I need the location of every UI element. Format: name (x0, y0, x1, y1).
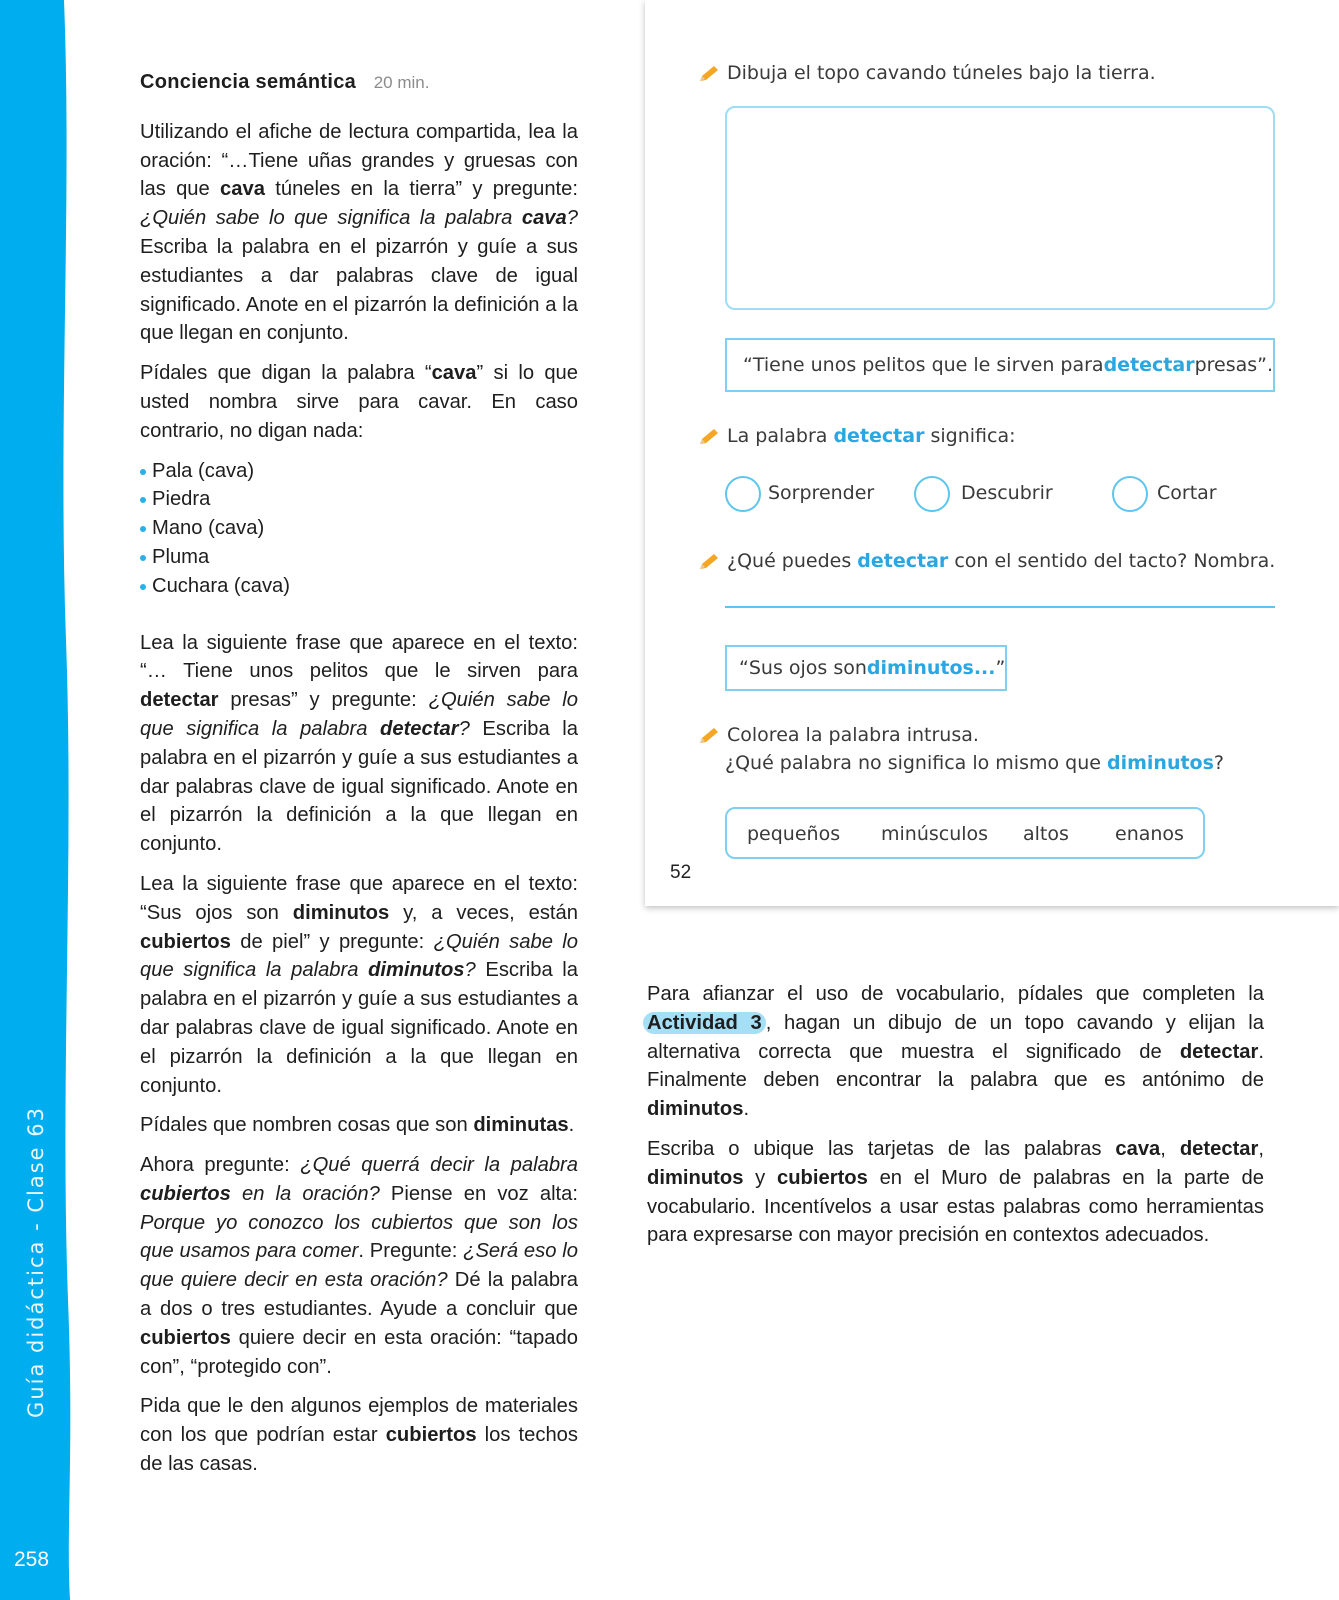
section-header (140, 68, 578, 98)
word-choice[interactable]: minúsculos (881, 823, 989, 845)
emphasis-term: diminutos (368, 959, 465, 982)
option-label: Descubrir (961, 482, 1053, 504)
paragraph-techos: Pida que le den algunos ejemplos de materiales con los que podrían estar cubiertos los techos de las casas. (140, 1395, 578, 1476)
quote-text: “Tiene unos pelitos que le sirven para (743, 354, 1104, 376)
list-item: Mano (cava) (140, 514, 578, 543)
emphasis-term: diminutos (292, 901, 390, 924)
emphasis-term: detectar (1179, 1137, 1259, 1160)
emphasis-term: cava (521, 207, 567, 230)
instruction-text: significa: (924, 425, 1016, 447)
paragraph-cava: Utilizando el afiche de lectura compartida, lea la oración: “…Tiene uñas grandes y gruesas con las que cava túneles en la tierra” y pregunte: ¿Quién sabe lo que significa la palabra cava? Escriba la palabra en el pizarrón y guíe a sus estudiantes a dar palabras clave de igual significado. Anote en el pizarrón la definición a la que llegan en conjunto. (140, 120, 578, 345)
italic-text: ¿Será eso lo que quiere decir en esta oración? (140, 1240, 579, 1292)
emphasis-term: cubiertos (385, 1424, 477, 1447)
paragraph-diminutas: Pídales que nombren cosas que son diminutas. (140, 1114, 575, 1137)
option-label: Cortar (1157, 482, 1217, 504)
list-item: Pala (cava) (140, 457, 578, 486)
section-time: 20 min. (373, 73, 430, 92)
pencil-icon (697, 427, 721, 447)
workbook-page-number: 52 (670, 862, 692, 883)
instruction-text: La palabra (727, 425, 834, 447)
page-number-left: 258 (14, 1548, 50, 1571)
option-label: Sorprender (768, 482, 875, 504)
italic-text: ¿Qué querrá decir la palabra (300, 1154, 578, 1177)
emphasis-term: detectar (380, 717, 459, 740)
italic-text: ¿Quién sabe lo que significa la palabra (140, 689, 578, 740)
quote-highlight: diminutos... (866, 657, 996, 679)
list-item: Cuchara (cava) (140, 572, 578, 601)
quote-text: presas”. (1194, 354, 1274, 376)
emphasis-term: detectar (140, 689, 219, 712)
instruction-draw (697, 62, 1156, 84)
pencil-icon (697, 552, 721, 572)
instruction-highlight: diminutos (1107, 752, 1214, 774)
list-item: Pluma (140, 543, 578, 572)
radio-cortar[interactable] (1112, 476, 1148, 512)
teacher-guide-column (140, 68, 578, 1490)
emphasis-term: cava (431, 362, 477, 385)
emphasis-term: cava (1115, 1137, 1161, 1160)
paragraph-cava-game: Pídales que digan la palabra “cava” si lo que usted nombra sirve para cavar. En caso contrario, no digan nada: (140, 362, 578, 442)
paragraph-diminutos: Lea la siguiente frase que aparece en el texto: “Sus ojos son diminutos y, a veces, están cubiertos de piel” y pregunte: ¿Quién sabe lo que significa la palabra diminutos? Escriba la palabra en el pizarrón y guíe a sus estudiantes a dar palabras clave de igual significado. Anote en el pizarrón la definición a la que llegan en conjunto. (140, 872, 578, 1097)
radio-descubrir[interactable] (914, 476, 950, 512)
pencil-icon (697, 64, 721, 84)
italic-text: en la oración? (230, 1182, 380, 1205)
emphasis-term: cubiertos (140, 930, 231, 953)
workbook-page (645, 0, 1339, 906)
radio-sorprender[interactable] (725, 476, 761, 512)
drawing-area[interactable] (725, 106, 1275, 310)
highlighted-term: Actividad 3 (643, 1012, 766, 1034)
word-choice[interactable]: altos (1023, 823, 1069, 845)
quote-box-detectar (725, 338, 1275, 392)
emphasis-term: cubiertos (140, 1182, 231, 1205)
emphasis-term: cubiertos (140, 1326, 231, 1349)
sidebar-label: Guía didáctica - Clase 63 (24, 1106, 48, 1418)
quote-text: “Sus ojos son (739, 657, 867, 679)
instruction-text: Colorea la palabra intrusa. (727, 724, 979, 746)
emphasis-term: diminutos (647, 1098, 744, 1121)
quote-box-diminutos (725, 645, 1007, 691)
instruction-highlight: detectar (833, 425, 925, 447)
italic-text: Porque yo conozco los cubiertos que son los que usamos para comer (140, 1211, 578, 1263)
instruction-intruder (725, 752, 1224, 774)
paragraph-actividad: Para afianzar el uso de vocabulario, pídales que completen la Actividad 3 , hagan un dibujo de un topo cavando y elijan la alternativa correcta que muestra el significado de detectar. Finalmente deben encontrar la palabra que es antónimo de diminutos. (647, 980, 1264, 1124)
italic-text: ? (458, 717, 470, 740)
emphasis-term: diminutos (647, 1166, 744, 1189)
word-choice[interactable]: enanos (1115, 823, 1184, 845)
italic-text: ? (464, 959, 476, 982)
section-title: Conciencia semántica (140, 71, 357, 93)
word-choice[interactable]: pequeños (747, 823, 841, 845)
paragraph-cubiertos: Ahora pregunte: ¿Qué querrá decir la palabra cubiertos en la oración? Piense en voz alta: Porque yo conozco los cubiertos que son los que usamos para comer. Pregunte: ¿Será eso lo que quiere decir en esta oración? Dé la palabra a dos o tres estudiantes. Ayude a concluir que cubiertos quiere decir en esta oración: “tapado con”, “protegido con”. (140, 1154, 579, 1378)
instruction-highlight: detectar (857, 550, 949, 572)
emphasis-term: diminutas (473, 1114, 569, 1137)
instruction-text: ¿Qué palabra no significa lo mismo que (725, 752, 1107, 774)
instruction-text: Dibuja el topo cavando túneles bajo la tierra. (727, 62, 1156, 84)
answer-line[interactable] (725, 606, 1275, 608)
instruction-text: ¿Qué puedes (727, 550, 858, 572)
emphasis-term: cava (220, 178, 265, 201)
word-list (140, 457, 578, 601)
teacher-guide-right (647, 980, 1264, 1261)
instruction-touch (697, 550, 1275, 572)
emphasis-term: detectar (1179, 1040, 1259, 1063)
italic-text: ? (566, 207, 578, 230)
pencil-icon (697, 726, 721, 746)
instruction-text: con el sentido del tacto? Nombra. (948, 550, 1276, 572)
quote-text: ” (995, 657, 1006, 679)
instruction-color (697, 724, 979, 746)
italic-text: ¿Quién sabe lo que significa la palabra (140, 207, 522, 230)
quote-highlight: detectar (1103, 354, 1195, 376)
instruction-text: ? (1213, 752, 1225, 774)
italic-text: ¿Quién sabe lo que significa la palabra (140, 930, 578, 982)
paragraph-detectar: Lea la siguiente frase que aparece en el texto: “… Tiene unos pelitos que le sirven para detectar presas” y pregunte: ¿Quién sabe lo que significa la palabra detectar? Escriba la palabra en el pizarrón y guíe a sus estudiantes a dar palabras clave de igual significado. Anote en el pizarrón la definición a la que llegan en conjunto. (140, 631, 578, 856)
instruction-meaning (697, 425, 1016, 447)
paragraph-muro: Escriba o ubique las tarjetas de las palabras cava, detectar, diminutos y cubiertos en el Muro de palabras en la parte de vocabulario. Incentívelos a usar estas palabras como herramientas para expresarse con mayor precisión en contextos adecuados. (647, 1137, 1264, 1247)
list-item: Piedra (140, 485, 578, 514)
emphasis-term: cubiertos (776, 1166, 868, 1189)
word-choices-box (725, 807, 1205, 859)
